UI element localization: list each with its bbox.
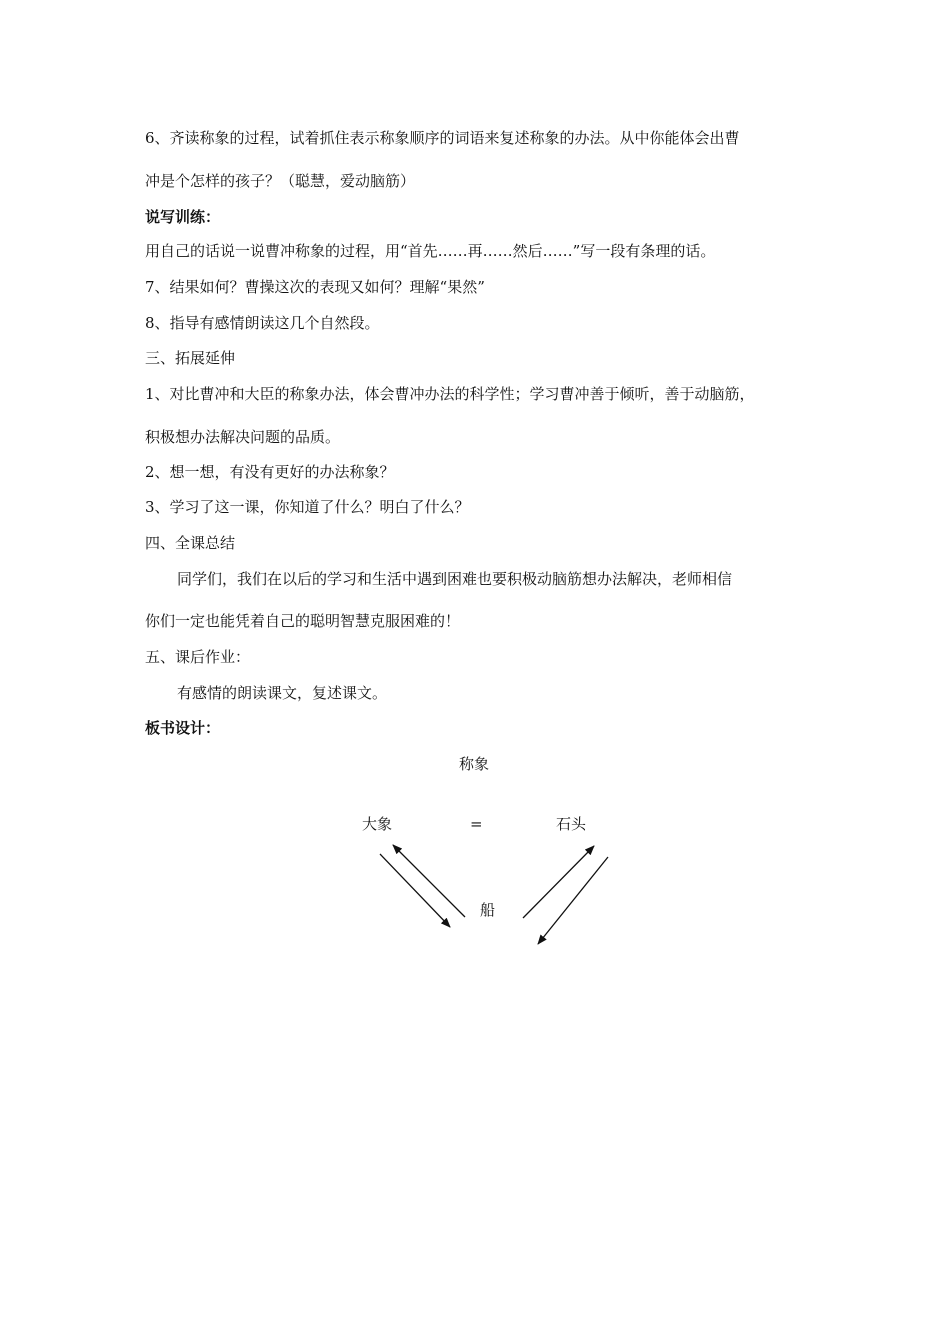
paragraph-line: 你们一定也能凭着自己的聪明智慧克服困难的！ (145, 612, 461, 630)
paragraph-line: 有感情的朗读课文，复述课文。 (177, 684, 388, 702)
arrow-elephant-to-boat (380, 854, 450, 927)
diagram-equals-sign: = (470, 815, 483, 833)
section-heading: 五、课后作业： (145, 648, 251, 666)
paragraph-line: 同学们，我们在以后的学习和生活中遇到困难也要积极动脑筋想办法解决，老师相信 (177, 570, 733, 588)
section-heading: 三、拓展延伸 (145, 349, 236, 367)
paragraph-line: 1、对比曹冲和大臣的称象办法，体会曹冲办法的科学性；学习曹冲善于倾听，善于动脑筋， (145, 385, 755, 403)
diagram-elephant-label: 大象 (362, 815, 393, 833)
paragraph-line: 3、学习了这一课，你知道了什么？明白了什么？ (145, 498, 470, 516)
arrow-boat-to-elephant (393, 845, 465, 917)
paragraph-line: 积极想办法解决问题的品质。 (145, 428, 341, 446)
diagram-stone-label: 石头 (556, 815, 587, 833)
paragraph-line: 2、想一想，有没有更好的办法称象？ (145, 463, 395, 481)
paragraph-line: 6、齐读称象的过程，试着抓住表示称象顺序的词语来复述称象的办法。从中你能体会出曹 (145, 129, 740, 147)
section-heading: 说写训练： (145, 208, 221, 226)
section-heading: 四、全课总结 (145, 534, 236, 552)
diagram-boat-label: 船 (480, 901, 496, 919)
paragraph-line: 7、结果如何？曹操这次的表现又如何？理解“果然” (145, 278, 485, 296)
arrow-boat-to-stone (523, 846, 594, 918)
paragraph-line: 用自己的话说一说曹冲称象的过程，用“首先……再……然后……”写一段有条理的话。 (145, 242, 716, 260)
diagram-title: 称象 (459, 755, 490, 773)
arrow-stone-to-boat (538, 857, 608, 944)
paragraph-line: 8、指导有感情朗读这几个自然段。 (145, 314, 380, 332)
section-heading: 板书设计： (145, 719, 221, 737)
paragraph-line: 冲是个怎样的孩子？（聪慧，爱动脑筋） (145, 172, 416, 190)
